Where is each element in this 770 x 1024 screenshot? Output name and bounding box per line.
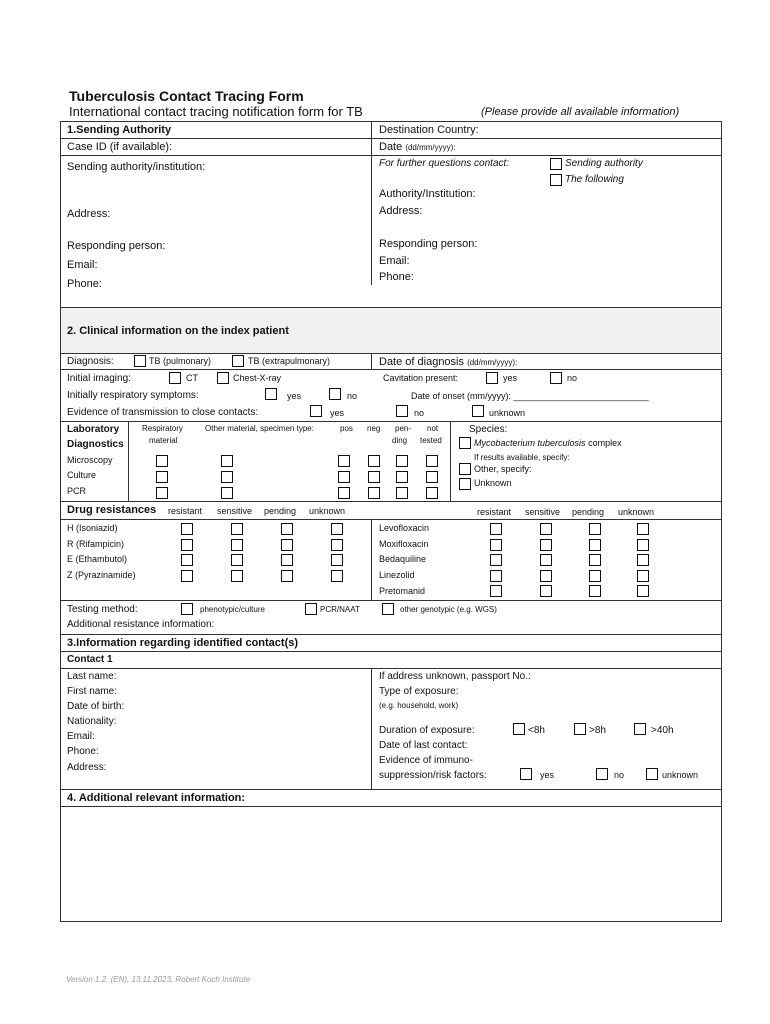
drug-checkbox[interactable] xyxy=(490,523,502,535)
lab-checkbox[interactable] xyxy=(338,455,350,467)
chest-xray-label: Chest-X-ray xyxy=(233,373,282,383)
pending-label-1: pen- xyxy=(395,424,412,433)
neg-label: neg xyxy=(367,424,381,433)
case-id-label: Case ID (if available): xyxy=(67,141,173,153)
responding-person-left: Responding person: xyxy=(67,240,166,252)
col-resistant-right: resistant xyxy=(477,507,512,517)
evidence-unknown-label: unknown xyxy=(489,408,526,418)
type-exposure-label: Type of exposure: xyxy=(379,686,459,697)
duration-gt40-checkbox[interactable] xyxy=(634,723,646,735)
drug-ethambutol: E (Ethambutol) xyxy=(67,554,128,564)
address-right-label: Address: xyxy=(379,205,423,217)
symptoms-yes-label: yes xyxy=(287,391,302,401)
lab-checkbox[interactable] xyxy=(221,487,233,499)
lab-checkbox[interactable] xyxy=(426,487,438,499)
lab-checkbox[interactable] xyxy=(426,471,438,483)
drug-moxifloxacin: Moxifloxacin xyxy=(379,539,429,549)
pcr-naat-label: PCR/NAAT xyxy=(320,605,360,614)
drug-checkbox[interactable] xyxy=(231,570,243,582)
drug-checkbox[interactable] xyxy=(281,554,293,566)
dob-label: Date of birth: xyxy=(67,701,125,712)
risk-unknown-label: unknown xyxy=(662,770,699,780)
risk-no-checkbox[interactable] xyxy=(596,768,608,780)
drug-checkbox[interactable] xyxy=(637,554,649,566)
phenotypic-checkbox[interactable] xyxy=(181,603,193,615)
col-pending-left: pending xyxy=(264,506,297,516)
col-pending-right: pending xyxy=(572,507,605,517)
symptoms-yes-checkbox[interactable] xyxy=(265,388,277,400)
drug-checkbox[interactable] xyxy=(490,570,502,582)
drug-checkbox[interactable] xyxy=(490,539,502,551)
ct-label: CT xyxy=(186,373,198,383)
drug-checkbox[interactable] xyxy=(637,523,649,535)
footer-version: Version 1.2. (EN), 13.11.2023, Robert Koch Institute xyxy=(66,975,251,984)
duration-gt40-label: >40h xyxy=(651,725,674,736)
mtb-checkbox[interactable] xyxy=(459,437,471,449)
col-unknown-right: unknown xyxy=(618,507,655,517)
evidence-yes-checkbox[interactable] xyxy=(310,405,322,417)
phone-right: Phone: xyxy=(379,271,414,283)
responding-person-right: Responding person: xyxy=(379,238,478,250)
form-title: Tuberculosis Contact Tracing Form xyxy=(69,88,304,104)
lab-checkbox[interactable] xyxy=(221,471,233,483)
cavitation-yes-label: yes xyxy=(503,373,518,383)
drug-checkbox[interactable] xyxy=(231,554,243,566)
lab-checkbox[interactable] xyxy=(426,455,438,467)
lab-checkbox[interactable] xyxy=(368,487,380,499)
additional-info-area[interactable] xyxy=(61,807,720,919)
tb-extrapulmonary-checkbox[interactable] xyxy=(232,355,244,367)
cavitation-no-checkbox[interactable] xyxy=(550,372,562,384)
species-label: Species: xyxy=(469,424,508,435)
last-contact-label: Date of last contact: xyxy=(379,740,468,751)
form-subtitle: International contact tracing notification form for TB xyxy=(69,104,363,119)
drug-checkbox[interactable] xyxy=(181,570,193,582)
drug-linezolid: Linezolid xyxy=(379,570,415,580)
drug-checkbox[interactable] xyxy=(181,523,193,535)
phenotypic-label: phenotypic/culture xyxy=(200,605,265,614)
drug-isoniazid: H (Isoniazid) xyxy=(67,523,118,533)
drug-checkbox[interactable] xyxy=(540,570,552,582)
lab-checkbox[interactable] xyxy=(156,471,168,483)
diagnosis-label: Diagnosis: xyxy=(67,356,114,367)
lab-diagnostics-label-1: Laboratory xyxy=(67,424,120,435)
type-exposure-example: (e.g. household, work) xyxy=(379,701,459,710)
address-left-label: Address: xyxy=(67,208,111,220)
lab-checkbox[interactable] xyxy=(396,487,408,499)
pending-label-2: ding xyxy=(392,436,408,445)
drug-checkbox[interactable] xyxy=(181,554,193,566)
drug-checkbox[interactable] xyxy=(181,539,193,551)
duration-lt8-label: <8h xyxy=(528,725,545,736)
risk-no-label: no xyxy=(614,770,625,780)
duration-gt8-checkbox[interactable] xyxy=(574,723,586,735)
following-option: The following xyxy=(565,174,624,185)
cavitation-no-label: no xyxy=(567,373,578,383)
initial-imaging-label: Initial imaging: xyxy=(67,373,131,384)
evidence-yes-label: yes xyxy=(330,408,345,418)
drug-pretomanid: Pretomanid xyxy=(379,586,426,596)
immuno-label-2: suppression/risk factors: xyxy=(379,770,487,781)
drug-checkbox[interactable] xyxy=(231,523,243,535)
section1-heading: 1.Sending Authority xyxy=(67,124,172,136)
evidence-unknown-checkbox[interactable] xyxy=(472,405,484,417)
drug-checkbox[interactable] xyxy=(540,539,552,551)
dest-country-label: Destination Country: xyxy=(379,124,479,136)
drug-checkbox[interactable] xyxy=(331,554,343,566)
immuno-label-1: Evidence of immuno- xyxy=(379,755,473,766)
tb-extrapulmonary-label: TB (extrapulmonary) xyxy=(248,356,331,366)
contact-1-label: Contact 1 xyxy=(67,654,113,665)
duration-lt8-checkbox[interactable] xyxy=(513,723,525,735)
unknown-species-checkbox[interactable] xyxy=(459,478,471,490)
email-right: Email: xyxy=(379,255,410,267)
drug-checkbox[interactable] xyxy=(637,539,649,551)
first-name-label: First name: xyxy=(67,686,118,697)
further-questions-label: For further questions contact: xyxy=(379,158,510,169)
drug-levofloxacin: Levofloxacin xyxy=(379,523,430,533)
following-checkbox[interactable] xyxy=(550,174,562,186)
section3-heading: 3.Information regarding identified contact(s) xyxy=(67,637,299,649)
symptoms-no-label: no xyxy=(347,391,358,401)
other-genotypic-label: other genotypic (e.g. WGS) xyxy=(400,605,497,614)
lab-checkbox[interactable] xyxy=(156,455,168,467)
drug-checkbox[interactable] xyxy=(589,570,601,582)
drug-bedaquiline: Bedaquiline xyxy=(379,554,427,564)
lab-checkbox[interactable] xyxy=(221,455,233,467)
lab-row-culture: Culture xyxy=(67,470,97,480)
date-of-diagnosis-label: Date of diagnosis (dd/mm/yyyy): xyxy=(379,356,518,368)
passport-label: If address unknown, passport No.: xyxy=(379,671,531,682)
contact-email-label: Email: xyxy=(67,731,95,742)
cavitation-label: Cavitation present: xyxy=(383,373,459,383)
drug-checkbox[interactable] xyxy=(331,523,343,535)
col-resistant-left: resistant xyxy=(168,506,203,516)
evidence-no-label: no xyxy=(414,408,425,418)
col-sensitive-right: sensitive xyxy=(525,507,561,517)
duration-label: Duration of exposure: xyxy=(379,725,475,736)
chest-xray-checkbox[interactable] xyxy=(217,372,229,384)
other-specify-label: Other, specify: xyxy=(474,464,532,474)
drug-checkbox[interactable] xyxy=(331,570,343,582)
authority-institution-label: Authority/Institution: xyxy=(379,188,476,200)
not-tested-label-2: tested xyxy=(420,436,442,445)
lab-checkbox[interactable] xyxy=(368,471,380,483)
drug-checkbox[interactable] xyxy=(540,554,552,566)
duration-gt8-label: >8h xyxy=(589,725,606,736)
lab-checkbox[interactable] xyxy=(338,487,350,499)
resp-material-label-1: Respiratory xyxy=(142,424,183,433)
lab-row-microscopy: Microscopy xyxy=(67,455,113,465)
risk-unknown-checkbox[interactable] xyxy=(646,768,658,780)
drug-checkbox[interactable] xyxy=(637,570,649,582)
drug-checkbox[interactable] xyxy=(589,523,601,535)
resp-material-label-2: material xyxy=(149,436,178,445)
symptoms-no-checkbox[interactable] xyxy=(329,388,341,400)
section4-heading: 4. Additional relevant information: xyxy=(67,792,246,804)
form-note: (Please provide all available information) xyxy=(481,106,680,118)
ct-checkbox[interactable] xyxy=(169,372,181,384)
drug-checkbox[interactable] xyxy=(490,585,502,597)
pcr-naat-checkbox[interactable] xyxy=(305,603,317,615)
not-tested-label-1: not xyxy=(427,424,439,433)
drug-checkbox[interactable] xyxy=(540,585,552,597)
drug-checkbox[interactable] xyxy=(589,554,601,566)
risk-yes-checkbox[interactable] xyxy=(520,768,532,780)
sending-authority-option: Sending authority xyxy=(565,158,643,169)
section2-heading: 2. Clinical information on the index patient xyxy=(67,325,289,337)
phone-left: Phone: xyxy=(67,278,102,290)
unknown-species-label: Unknown xyxy=(474,478,512,488)
date-label: Date (dd/mm/yyyy): xyxy=(379,141,456,153)
testing-method-label: Testing method: xyxy=(67,604,138,615)
lab-checkbox[interactable] xyxy=(396,471,408,483)
drug-checkbox[interactable] xyxy=(281,570,293,582)
mtb-label: Mycobacterium tuberculosis complex xyxy=(474,438,622,448)
drug-checkbox[interactable] xyxy=(540,523,552,535)
onset-date-field[interactable]: Date of onset (mm/yyyy): ___________________________ xyxy=(411,391,649,401)
sending-authority-checkbox[interactable] xyxy=(550,158,562,170)
other-genotypic-checkbox[interactable] xyxy=(382,603,394,615)
sending-institution-label: Sending authority/institution: xyxy=(67,161,206,173)
other-species-checkbox[interactable] xyxy=(459,463,471,475)
evidence-transmission-label: Evidence of transmission to close contacts: xyxy=(67,407,259,418)
tb-pulmonary-label: TB (pulmonary) xyxy=(149,356,212,366)
drug-checkbox[interactable] xyxy=(231,539,243,551)
lab-checkbox[interactable] xyxy=(338,471,350,483)
other-material-label: Other material, specimen type: xyxy=(205,424,314,433)
contact-address-label: Address: xyxy=(67,762,107,773)
tb-pulmonary-checkbox[interactable] xyxy=(134,355,146,367)
drug-checkbox[interactable] xyxy=(589,539,601,551)
if-results-label: If results available, specify: xyxy=(474,453,570,462)
lab-checkbox[interactable] xyxy=(368,455,380,467)
resp-symptoms-label: Initially respiratory symptoms: xyxy=(67,390,199,401)
contact-phone-label: Phone: xyxy=(67,746,99,757)
last-name-label: Last name: xyxy=(67,671,117,682)
col-unknown-left: unknown xyxy=(309,506,346,516)
cavitation-yes-checkbox[interactable] xyxy=(486,372,498,384)
evidence-no-checkbox[interactable] xyxy=(396,405,408,417)
lab-checkbox[interactable] xyxy=(156,487,168,499)
drug-checkbox[interactable] xyxy=(281,539,293,551)
drug-checkbox[interactable] xyxy=(490,554,502,566)
drug-checkbox[interactable] xyxy=(589,585,601,597)
col-sensitive-left: sensitive xyxy=(217,506,253,516)
drug-checkbox[interactable] xyxy=(281,523,293,535)
drug-checkbox[interactable] xyxy=(331,539,343,551)
drug-resistances-label: Drug resistances xyxy=(67,504,157,516)
risk-yes-label: yes xyxy=(540,770,555,780)
lab-diagnostics-label-2: Diagnostics xyxy=(67,439,124,450)
additional-resistance-label: Additional resistance information: xyxy=(67,619,215,630)
email-left: Email: xyxy=(67,259,98,271)
pos-label: pos xyxy=(340,424,353,433)
drug-pyrazinamide: Z (Pyrazinamide) xyxy=(67,570,136,580)
lab-checkbox[interactable] xyxy=(396,455,408,467)
lab-row-pcr: PCR xyxy=(67,486,87,496)
drug-checkbox[interactable] xyxy=(637,585,649,597)
nationality-label: Nationality: xyxy=(67,716,117,727)
drug-rifampicin: R (Rifampicin) xyxy=(67,539,125,549)
